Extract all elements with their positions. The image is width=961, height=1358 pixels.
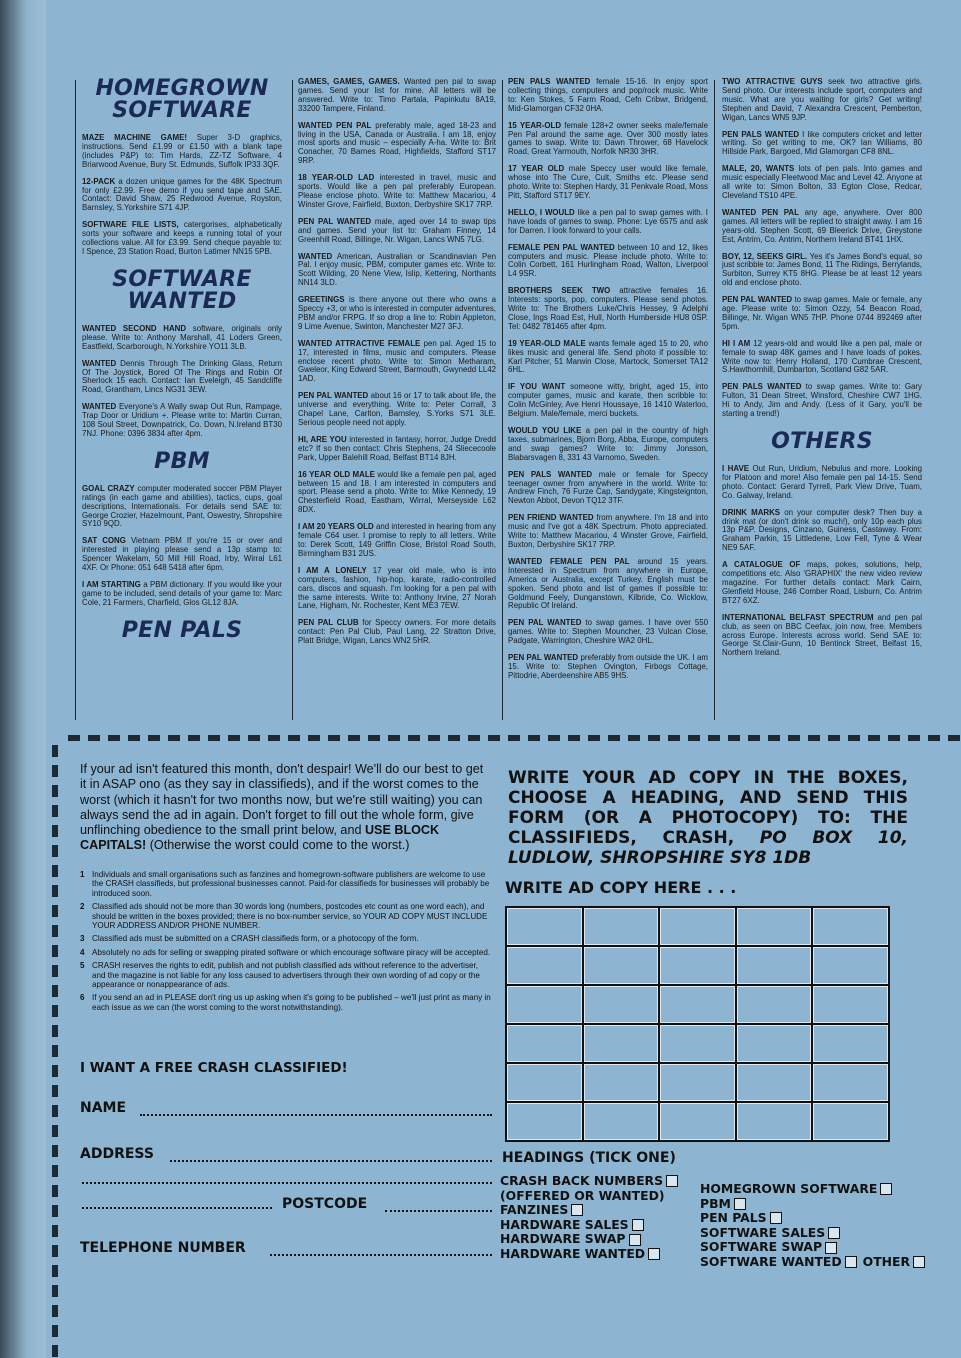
- column-2: [298, 78, 496, 722]
- classified-ad: [298, 392, 496, 428]
- ad-body: interested in travel, music and sports. Would like a pen pal preferably European. Please enclose photo. Write to: Matthew Macariou, 4 Winster Grove, Fairfield, Buxton, Derbyshire SK17 7RP.: [298, 173, 496, 209]
- classified-ad: [508, 383, 708, 419]
- heading-label: SOFTWARE SALES: [700, 1224, 826, 1240]
- ad-heading: PEN FRIEND WANTED: [508, 513, 594, 523]
- ad-heading: GOAL CRAZY: [82, 483, 135, 493]
- ad-heading: WANTED: [82, 358, 117, 368]
- ad-copy-box[interactable]: [507, 1103, 582, 1140]
- ad-heading: WANTED PEN PAL: [722, 207, 799, 217]
- heading-option[interactable]: [700, 1211, 925, 1226]
- ad-body: on your computer desk? Then buy a drink mat (or don't drink so much!), only 10p each plus 13p P&P. Designs, Cinzano, Guiness, Castaway. From: Graham Parkin, 15 Littledene, Low Fell, Tyne & Wear NE9 5AF.: [722, 507, 922, 553]
- ad-heading: WANTED SECOND HAND: [82, 323, 187, 333]
- ad-heading: WANTED PEN PAL: [298, 120, 372, 130]
- ad-body: catergorises, alphabetically sorts your software and keeps a running total of your collections value. All for £3.99. Send cheque payable to: I Spence, 23 Station Road, Burton Latimer NN15 5PB.: [82, 220, 282, 256]
- intro-bold: USE BLOCK CAPITALS!: [80, 823, 440, 853]
- ad-heading: I AM 20 YEARS OLD: [298, 522, 374, 532]
- postcode-label: POSTCODE: [282, 1196, 368, 1212]
- heading-label: PEN PALS: [700, 1210, 767, 1226]
- classified-ad: [298, 218, 496, 245]
- rules-list: [80, 870, 492, 1016]
- ad-body: pen pal. Aged 15 to 17, interested in films, music and computers. Please enclose recent photo. Write to: Simon Metharam, Gweleor, King Edward Street, Barmouth, Gwynedd LL42 1AD.: [298, 338, 496, 384]
- classified-ad: [722, 131, 922, 158]
- ad-body: between 10 and 12, likes computers and music. Please include photo. Write to: Colin Corbett, 161 Hurlingham Road, Walton, Liverpool L4 9SR.: [508, 242, 708, 279]
- classified-ad: [508, 558, 708, 611]
- ad-body: Everyone's A Wally swap Out Run, Rampage, Trap Door or Uridium +. Please write to: Martin Curran, 108 Soul Street, Downpatrick, Co. Down, N.Ireland BT30 7NJ. Phone: 0396 3834 after 4pm.: [82, 402, 282, 438]
- heading-label: SOFTWARE WANTED: [700, 1253, 842, 1269]
- ad-heading: PEN PALS WANTED: [508, 78, 591, 86]
- classified-ad: [298, 436, 496, 463]
- ad-body: and pen pal club, as seen on BBC Ceefax, join now, free. Members across Europe. Interests across world. Send SAE to: George St.Clair-Gunn, 10 Bentinck Street, Belfast 15, Northern Ireland.: [722, 612, 922, 658]
- tick-box[interactable]: [770, 1212, 782, 1224]
- rule-number: 6: [80, 993, 85, 1003]
- ad-heading: FEMALE PEN PAL WANTED: [508, 242, 615, 252]
- ad-heading: 17 YEAR OLD: [508, 164, 565, 174]
- ad-body: a PBM dictionary. If you would like your game to be included, send details of your game to: Marc Cole, 21 Farmers, Charfield, Glos GL12 8JA.: [82, 580, 282, 607]
- ad-copy-box[interactable]: [813, 1103, 888, 1140]
- rule-item: [80, 934, 492, 943]
- ad-heading: WANTED ATTRACTIVE FEMALE: [298, 338, 421, 348]
- postcode-field[interactable]: [385, 1202, 492, 1212]
- free-classified-title: I WANT A FREE CRASH CLASSIFIED!: [80, 1060, 348, 1076]
- column-divider: [292, 80, 293, 720]
- ad-heading: WOULD YOU LIKE: [508, 426, 582, 435]
- ad-body: female 15-16. In enjoy sport collecting things, computers and pop/rock music. Write to: Ken Stokes, 5 Farm Road, Cefn Cribwr, Bridgend, Mid-Glamorgan CF32 0HA.: [508, 78, 708, 113]
- ad-body: Wanted pen pal to swap games. Send your list for mine. All letters will be answered. Write to: Timo Partala, Papinkutu 8A19, 33200 Tampere, Finland.: [298, 78, 496, 113]
- heading-option[interactable]: [500, 1174, 678, 1189]
- rule-item: [80, 870, 492, 898]
- heading-label: HARDWARE SALES: [500, 1216, 629, 1232]
- ad-heading: PEN PAL CLUB: [298, 618, 359, 628]
- rule-item: [80, 948, 492, 957]
- classified-ad: [508, 514, 708, 550]
- cut-line: [68, 735, 961, 741]
- telephone-field[interactable]: [270, 1246, 492, 1256]
- ad-copy-box[interactable]: [660, 908, 735, 945]
- ad-body: a dozen unique games for the 48K Spectrum for only £2.99. Free demo if you send tape and SAE. Contact: David Shaw, 25 Redwood Avenue, Royston, Barnsley, S.Yorkshire S71 4JP.: [82, 176, 282, 213]
- classified-ad: [508, 471, 708, 507]
- classified-ad: [82, 360, 282, 396]
- rule-item: [80, 993, 492, 1012]
- classified-ad: [298, 174, 496, 210]
- classified-ad: [298, 78, 496, 114]
- ad-heading: GREETINGS: [298, 295, 345, 305]
- ad-body: male, aged over 14 to swap tips and games. Send your list to: Graham Finney, 14 Greenhill Road, Billinge, Nr. Wigan, Lancs WN5 7LG.: [298, 216, 496, 244]
- heading-option[interactable]: [500, 1218, 678, 1233]
- ad-body: seek two attractive girls. Send photo. Our interests include sport, computers and music. What are you waiting for girls? Get writing! Stephen and David, 7 Alexandra Crescent, Pemberton, Wigan, Lancs WN5 9JP.: [722, 78, 922, 122]
- software-wanted-ads: [82, 325, 282, 439]
- column-divider: [502, 80, 503, 720]
- ad-body: computer moderated soccer PBM Player ratings (in each game and abilities), tactics, cups, goal descriptions, Internationals. For details send SAE to: George Crozier, Hazelmount, Pant, Oswestry, Shropshire SY10 9QD.: [82, 483, 282, 529]
- ad-copy-box[interactable]: [507, 1064, 582, 1101]
- classified-ad: [298, 567, 496, 612]
- heading-label: HOMEGROWN SOFTWARE: [700, 1181, 878, 1196]
- others-heading: OTHERS: [771, 429, 873, 454]
- others-ads: [722, 465, 922, 658]
- classified-ad: [508, 287, 708, 332]
- software-wanted-heading: SOFTWARE WANTED: [112, 266, 252, 314]
- ad-heading: 12-PACK: [82, 176, 116, 186]
- pbm-ads: [82, 485, 282, 608]
- tick-box[interactable]: [845, 1256, 857, 1268]
- ad-body: Dennis Through The Drinking Glass, Return Of The Joystick, Bored Of The Rings and Robin Of Sherlock 15 each. Contact: Ian Eveleigh, 45 Sandcliffe Road, Grantham, Lincs NG31 3EW.: [82, 358, 282, 395]
- heading-label: PBM: [700, 1195, 731, 1211]
- rule-text: CRASH reserves the rights to edit, publish and not publish classified ads without reference to the advertiser, and the magazine is not liable for any loss caused to advertisers through their own wording of ad copy or the appearance or nonappearance of ads.: [92, 961, 480, 990]
- classified-ad: [722, 253, 922, 289]
- ad-body: 17 year old male, who is into computers, fashion, hip-hop, karate, radio-controlled cars, discos and squash. I'm looking for a pen pal with the same interests. Write to: Anthony Irvine, 27 Norah Lane, Higham, Nr. Rochester, Kent ME3 7EW.: [298, 565, 496, 611]
- heading-label: HARDWARE SWAP: [500, 1231, 626, 1247]
- tick-box[interactable]: [666, 1175, 678, 1187]
- classified-ad: [82, 221, 282, 257]
- heading-label: SOFTWARE SWAP: [700, 1239, 823, 1255]
- tick-box[interactable]: [571, 1204, 583, 1216]
- address-field-2[interactable]: [82, 1174, 492, 1184]
- ad-heading: 18 YEAR-OLD LAD: [298, 173, 375, 183]
- ad-body: 12 years-old and would like a pen pal, male or female to swap 48K games and I have loads of pokes. Write now to: Henry Holland, 170 Cumbrae Crescent, S.Hawthornhill, Dumbarton, Scotland G82 5AR.: [722, 338, 922, 375]
- tick-box[interactable]: [880, 1183, 892, 1195]
- classified-ad: [722, 340, 922, 376]
- ad-body: would like a female pen pal, aged between 15 and 18. I am interested in computers and sport. Please send a photo. Write to: Mike Kennedy, 19 Chesterfield Road, Eastham, Wirral, Merseyside L62 8DX.: [298, 469, 496, 515]
- classified-ad: [508, 165, 708, 201]
- ad-body: interested in fantasy, horror, Judge Dredd etc? If so then contact: Chris Stephens, 24 Sliececoole Park, Upper Balehill Road, Belfast BT14 8JH.: [298, 434, 496, 462]
- ad-body: Super 3-D graphics, instructions. Send £1.99 or £1.50 with a blank tape (includes P&P) to: Tim Hards, ZZ-TZ Software, 4 Briarwood Avenue, Bury St. Edmunds, Suffolk IP33 3QF.: [82, 133, 282, 169]
- address-label: ADDRESS: [80, 1146, 154, 1162]
- ad-body: female 128+2 owner seeks male/female Pen Pal around the same age. Over 300 mostly lates games to swap. Write to: Dawn Thrower, 68 Havelock Road, Great Yarmouth, Norfolk NR30 3HR.: [508, 120, 708, 157]
- ad-body: Yes it's James Bond's equal, so just scribble to: James Bond, 11 The Ridings, Berrylands, Surbiton, Surrey KT5 8HG. Please be at least 12 years old and enclose photo.: [722, 251, 922, 288]
- rule-text: If you send an ad in PLEASE don't ring us up asking when it's going to be published – we'll just print as many in each issue as we can (the worst coming to the worst notwithstanding).: [92, 993, 491, 1012]
- rule-item: [80, 902, 492, 930]
- ad-copy-box[interactable]: [813, 1025, 888, 1062]
- ad-copy-box[interactable]: [737, 1064, 812, 1101]
- ad-heading: IF YOU WANT: [508, 382, 566, 392]
- column-4-ads: [722, 78, 922, 419]
- pen-pals-heading: PEN PALS: [121, 617, 243, 643]
- classified-ad: [298, 340, 496, 385]
- heading-option[interactable]: [500, 1203, 678, 1218]
- rule-text: Individuals and small organisations such as fanzines and homegrown-software publishers are welcome to use the CRASH classifieds, but professional businesses cannot. Paid-for classifieds for businesses will probably be introduced soon.: [92, 870, 490, 898]
- headings-right: [700, 1182, 925, 1270]
- ad-copy-box[interactable]: [507, 1025, 582, 1062]
- classified-ad: [82, 581, 282, 608]
- ad-heading: PEN PALS WANTED: [722, 129, 800, 139]
- ad-copy-box[interactable]: [584, 908, 659, 945]
- ad-heading: PEN PAL WANTED: [508, 618, 582, 628]
- ad-body: wants female aged 15 to 20, who likes music and general life. Send photo if possible to: Karl Pitcher, 51 Marwin Close, Martock, Somerset TA12 6HL.: [508, 338, 708, 375]
- heading-option[interactable]: [700, 1255, 925, 1270]
- intro-text: If your ad isn't featured this month, don't despair! We'll do our best to get it in ASAP ono (as they say in classifieds), and if the worst comes to the worst (which it hasn't for two months now, but we're still waiting) you can always send the ad in again. Don't forget to fill out the whole form, give unflinching obedience to the small print below, and: [80, 762, 484, 838]
- classified-ad: [82, 134, 282, 170]
- ad-heading: GAMES, GAMES, GAMES.: [298, 78, 400, 86]
- ad-copy-box[interactable]: [660, 1103, 735, 1140]
- classified-ad: [508, 78, 708, 114]
- ad-heading: HI, ARE YOU: [298, 434, 347, 444]
- ad-body: male Speccy user would like female, whose into The Cure, Cult, Smiths etc. Please send photo. Write to: Stephen Hardy, 31 Penkvale Road, Moss Pitt, Stafford ST17 9EY.: [508, 164, 708, 200]
- classified-ad: [722, 165, 922, 201]
- tick-box[interactable]: [632, 1219, 644, 1231]
- postal-address: PO BOX 10, LUDLOW, SHROPSHIRE SY8 1DB: [508, 828, 908, 868]
- ad-body: preferably from outside the UK. I am 15. Write to: Stephen Ovington, Firbogs Cottage, Pittodrie, Aberdeenshire AB5 9HS.: [508, 653, 708, 680]
- heading-option[interactable]: [700, 1182, 925, 1197]
- classified-ad: [298, 471, 496, 516]
- heading-option[interactable]: [700, 1240, 925, 1255]
- classified-ad: [82, 325, 282, 352]
- submission-instructions: [508, 768, 908, 868]
- rule-text: Classified ads must be submitted on a CRASH classifieds form, or a photocopy of the form.: [92, 934, 419, 944]
- ad-body: to swap games. Male or female, any age. Please write to: Simon Ozzy, 54 Beacon Road, Billinge, Nr. Wigan WN5 7HP. Phone 0744 892469 after 5pm.: [722, 295, 922, 331]
- heading-option-note: [500, 1189, 678, 1204]
- ad-copy-box[interactable]: [507, 947, 582, 984]
- rule-text: Classified ads should not be more than 30 words long (numbers, postcodes etc count as one word each), and should be written in the boxes provided; there is no box-number service, so YOUR AD COPY MUST INCLUDE YOUR ADDRESS AND/OR PHONE NUMBER.: [92, 902, 488, 931]
- ad-heading: HI I AM: [722, 338, 751, 348]
- ad-body: for Speccy owners. For more details contact: Pen Pal Club, Paul Lang, 22 Stratton Drive, Platt Bridge, Wigan, Lancs WN2 5HR.: [298, 618, 496, 646]
- ad-copy-box[interactable]: [813, 986, 888, 1023]
- ad-heading: WANTED: [298, 251, 333, 261]
- ad-body: from anywhere. I'm 18 and into music and I've got a 48K Spectrum. Photo appreciated. Write to: Matthew Macariou, 4 Winster Grove, Fairfield, Buxton, Derbyshire SK17 7RP.: [508, 513, 708, 549]
- ad-body: around 15 years. Interested in Spectrum from anywhere in Europe, America or Australia, except Turkey. English must be spoken. Send photo and list of games if possible to: Goldmund Feely, Dunganstown, Kilbride, Co. Wicklow, Republic Of Ireland.: [508, 556, 708, 611]
- ad-copy-box[interactable]: [813, 1064, 888, 1101]
- ad-copy-box[interactable]: [507, 986, 582, 1023]
- classified-ad: [722, 296, 922, 332]
- ad-heading: I AM STARTING: [82, 580, 141, 589]
- ad-body: software, originals only please. Write to: Anthony Marshall, 41 Loders Green, Eastfield, Scarborough, N.Yorkshire YO11 3LB.: [82, 323, 282, 351]
- ad-copy-box[interactable]: [737, 947, 812, 984]
- ad-copy-box[interactable]: [737, 986, 812, 1023]
- page-spine-shadow: [0, 0, 46, 1358]
- classified-ad: [298, 619, 496, 646]
- ad-heading: WANTED: [82, 402, 117, 412]
- heading-label-other: OTHER: [862, 1253, 911, 1269]
- classified-ad: [722, 561, 922, 606]
- ad-heading: 15 YEAR-OLD: [508, 120, 562, 130]
- rule-number: 2: [80, 902, 85, 912]
- heading-label: HARDWARE WANTED: [500, 1245, 646, 1261]
- ad-copy-box[interactable]: [507, 908, 582, 945]
- classified-ad: [82, 537, 282, 573]
- ad-heading: I HAVE: [722, 464, 749, 473]
- ad-copy-grid[interactable]: [505, 906, 890, 1142]
- rule-number: 3: [80, 934, 85, 944]
- ad-body: male or female for Speccy teenager owner from anywhere in the world. Write to: Andrew Finch, 76 Furze Cap, Sandygate, Kingsteignton, Newton Abbot, Devon TQ12 3TF.: [508, 469, 708, 506]
- ad-body: American, Australian or Scandinavian Pen Pal. I enjoy music, PBM, computer games etc. Write to: Scott Wilding, 20 Nene View, Islip, Kettering, Northants NN14 3LD.: [298, 251, 496, 288]
- ad-heading: PEN PALS WANTED: [508, 469, 593, 479]
- address-field-3[interactable]: [82, 1199, 272, 1209]
- rule-number: 1: [80, 870, 85, 879]
- name-label: NAME: [80, 1100, 127, 1116]
- classified-ad: [298, 296, 496, 332]
- column-3: [508, 78, 708, 722]
- ad-heading: SOFTWARE FILE LISTS,: [82, 220, 179, 230]
- ad-body: Vietnam PBM If you're 15 or over and interested in playing please send a 13p stamp to: Spencer Wakelam, 50 Mill Hill Road, Irby, Wirral L61 4XF. Or Phone: 051 648 5418 after 6pm.: [82, 536, 282, 573]
- ad-heading: 16 YEAR OLD MALE: [298, 469, 375, 479]
- ad-copy-box[interactable]: [813, 947, 888, 984]
- pbm-heading: PBM: [154, 448, 210, 474]
- heading-option[interactable]: [500, 1232, 678, 1247]
- ad-body: someone witty, bright, aged 15, into computer games, music and karate, then scribble to: Colin McGinley, Ave Henri Houssaye, 16 1410 Waterloo, Belgium. Male/female, merci buckets.: [508, 382, 708, 419]
- rule-number: 5: [80, 961, 85, 971]
- intro-text-end: (Otherwise the worst could come to the worst.): [146, 838, 410, 853]
- ad-copy-box[interactable]: [584, 1025, 659, 1062]
- ad-copy-title: WRITE AD COPY HERE . . .: [505, 878, 737, 897]
- tick-box[interactable]: [825, 1242, 837, 1254]
- classified-ad: [722, 509, 922, 554]
- rule-item: [80, 961, 492, 989]
- ad-body: I like computers cricket and letter writing. So get writing to me, OK? Ian Williams, 80 Hillside Park, Bargoed, Mid Glamorgan CF8 8NL.: [722, 129, 922, 157]
- classified-ad: [82, 178, 282, 214]
- classified-ad: [722, 465, 922, 501]
- rule-text: Absolutely no ads for selling or swapping pirated software or which encourage software piracy will be accepted.: [92, 947, 491, 957]
- ad-body: a pen pal in the country of high taxes, submarines, Bjorn Borg, Abba, Europe, computers and swap games? Write to: Jimmy Jonsson, Blabarsvagen 8, 331 43 Varnomo, Sweden.: [508, 426, 708, 462]
- ad-heading: DRINK MARKS: [722, 507, 781, 517]
- ad-body: to swap games. I have over 550 games. Write to: Stephen Mouncher, 23 Vulcan Close, Padgate, Warrington, Cheshire WA2 0HL.: [508, 618, 708, 646]
- form-intro: [80, 762, 492, 854]
- instructions-text: WRITE YOUR AD COPY IN THE BOXES, CHOOSE A HEADING, AND SEND THIS FORM (OR A PHOTOCOPY) TO: THE CLASSIFIEDS, CRASH,: [508, 768, 908, 848]
- telephone-label: TELEPHONE NUMBER: [80, 1240, 246, 1256]
- classified-ad: [508, 122, 708, 158]
- heading-label: FANZINES: [500, 1202, 569, 1218]
- ad-heading: INTERNATIONAL BELFAST SPECTRUM: [722, 612, 874, 622]
- ad-heading: BROTHERS SEEK TWO: [508, 286, 611, 296]
- classified-ad: [722, 614, 922, 659]
- column-divider: [75, 80, 76, 720]
- ad-copy-box[interactable]: [737, 908, 812, 945]
- ad-copy-box[interactable]: [660, 1064, 735, 1101]
- ad-body: about 16 or 17 to talk about life, the universe and everything. Write to: Peter Corrall, 3 Chapel Lane, Carlton, Barnsley, S.Yorks S71 3LE. Serious people need not apply.: [298, 391, 496, 427]
- classified-ad: [508, 654, 708, 681]
- ad-copy-box[interactable]: [584, 1064, 659, 1101]
- ad-body: to swap games. Write to: Gary Fulton, 31 Dean Street, Winsford, Cheshire CW7 1HG. Hi to Andy, Jim and Andy. (Less of it Gary, you'll be starting a trend!): [722, 382, 922, 419]
- ad-heading: PEN PAL WANTED: [722, 295, 793, 305]
- tick-box[interactable]: [648, 1248, 660, 1260]
- ad-body: like a pen pal to swap games with. I have loads of games to swap. Phone: Lye 6575 and ask for Darren. I look forward to your calls.: [508, 207, 708, 235]
- ad-heading: PEN PAL WANTED: [298, 216, 372, 226]
- classified-ad: [82, 403, 282, 439]
- ad-copy-box[interactable]: [813, 908, 888, 945]
- headings-title: HEADINGS (TICK ONE): [502, 1150, 676, 1166]
- column-divider: [714, 80, 715, 720]
- ad-body: lots of pen pals. Into games and music especially Fleetwood Mac and Level 42. Anyone at all write to: Simon Bolton, 33 Egton Close, Redcar, Cleveland TS10 4PE.: [722, 164, 922, 200]
- ad-heading: HELLO, I WOULD: [508, 207, 575, 217]
- ad-heading: TWO ATTRACTIVE GUYS: [722, 78, 823, 86]
- heading-option[interactable]: [500, 1247, 678, 1262]
- ad-heading: A CATALOGUE OF: [722, 560, 801, 570]
- ad-heading: MALE, 20, WANTS: [722, 164, 795, 174]
- ad-body: is there anyone out there who owns a Speccy +3, or who is interested in computer adventures, PBM and/or FRPG. If so drop a line to: Robin Appleton, 9 Lime Avenue, Swinton, Manchester M27 3FJ.: [298, 295, 496, 331]
- name-field[interactable]: [140, 1106, 492, 1116]
- homegrown-heading: HOMEGROWN SOFTWARE: [95, 78, 269, 123]
- heading-option[interactable]: [700, 1226, 925, 1241]
- classified-ad: [508, 619, 708, 646]
- tick-box-other[interactable]: [913, 1256, 925, 1268]
- cut-line-vertical: [52, 745, 58, 1358]
- tick-box[interactable]: [629, 1234, 641, 1246]
- rule-number: 4: [80, 947, 85, 957]
- ad-copy-box[interactable]: [584, 986, 659, 1023]
- classified-ad: [82, 485, 282, 530]
- tick-box[interactable]: [734, 1198, 746, 1210]
- ad-body: and interested in hearing from any female C64 user. I promise to reply to all letters. Write to: Derek Scott, 149 Griffin Close, Bristol Road South, Birmingham B31 2US.: [298, 522, 496, 558]
- classified-ad: [508, 244, 708, 280]
- ad-copy-box[interactable]: [584, 947, 659, 984]
- ad-copy-box[interactable]: [660, 986, 735, 1023]
- ad-body: maps, pokes, solutions, help, competitions etc. Also 'GRAPHIX' the new video review magazine. For further details contact: Mark Cairn, Glenfield House, 246 Comber Road, Lisburn, Co. Antrim BT27 6XZ.: [722, 560, 922, 605]
- ad-copy-box[interactable]: [660, 1025, 735, 1062]
- heading-label: (OFFERED OR WANTED): [500, 1187, 665, 1203]
- column-4: [722, 78, 922, 722]
- ad-heading: WANTED FEMALE PEN PAL: [508, 556, 630, 566]
- ad-heading: 19 YEAR-OLD MALE: [508, 338, 586, 348]
- classified-ad: [298, 523, 496, 559]
- ad-heading: I AM A LONELY: [298, 565, 367, 575]
- ad-copy-box[interactable]: [660, 947, 735, 984]
- ad-copy-box[interactable]: [584, 1103, 659, 1140]
- ad-heading: BOY, 12, SEEKS GIRL.: [722, 251, 808, 261]
- ad-heading: PEN PAL WANTED: [298, 391, 369, 401]
- homegrown-ads: [82, 134, 282, 257]
- ad-body: any age, anywhere. Over 800 games. All letters will be replied to straight away. I am 16 years-old. Stephen Scott, 69 Bleerick Drive, Greystone Est, Antrim, Co. Antrim, Northern Ireland BT41 1HX.: [722, 207, 922, 244]
- address-field-1[interactable]: [170, 1152, 492, 1162]
- ad-body: Out Run, Uridium, Nebulus and more. Looking for Platoon and more! Also female pen pal 14-15. Send photo. Contact: Gerard Tyrrell, Park View Drive, Tuam, Co. Galway, Ireland.: [722, 464, 922, 500]
- headings-left: [500, 1174, 678, 1262]
- ad-body: preferably male, aged 18-23 and living in the USA, Canada or Australia. I am 18, enjoy most sports and music – especially A-ha. Write to: Brit Conacher, 70 Barnes Road, Highfields, Stafford ST17 9RP.: [298, 120, 496, 166]
- ad-heading: SAT CONG: [82, 536, 126, 546]
- classified-ad: [298, 122, 496, 167]
- ad-copy-box[interactable]: [737, 1103, 812, 1140]
- classified-ad: [722, 78, 922, 123]
- heading-label: CRASH BACK NUMBERS: [500, 1173, 664, 1188]
- tick-box[interactable]: [828, 1227, 840, 1239]
- heading-option[interactable]: [700, 1197, 925, 1212]
- ad-heading: PEN PAL WANTED: [508, 653, 579, 663]
- ad-copy-box[interactable]: [737, 1025, 812, 1062]
- ad-heading: PEN PALS WANTED: [722, 382, 802, 392]
- classified-ad: [508, 427, 708, 463]
- ad-heading: MAZE MACHINE GAME!: [82, 133, 187, 142]
- ad-body: attractive females 16. Interests: sports, pop, computers. Please send photos. Write to: The Brothers Luke/Chris Hessey, 9 Adelphi Close, Ings Road Est, Hull, North Humberside HU8 0SP. Tel: 0482 781465 after 4pm.: [508, 286, 708, 331]
- classified-ad: [508, 209, 708, 236]
- classified-ad: [722, 383, 922, 419]
- classified-ad: [722, 209, 922, 245]
- classified-ad: [298, 253, 496, 289]
- classified-ad: [508, 340, 708, 376]
- column-1: [82, 78, 282, 722]
